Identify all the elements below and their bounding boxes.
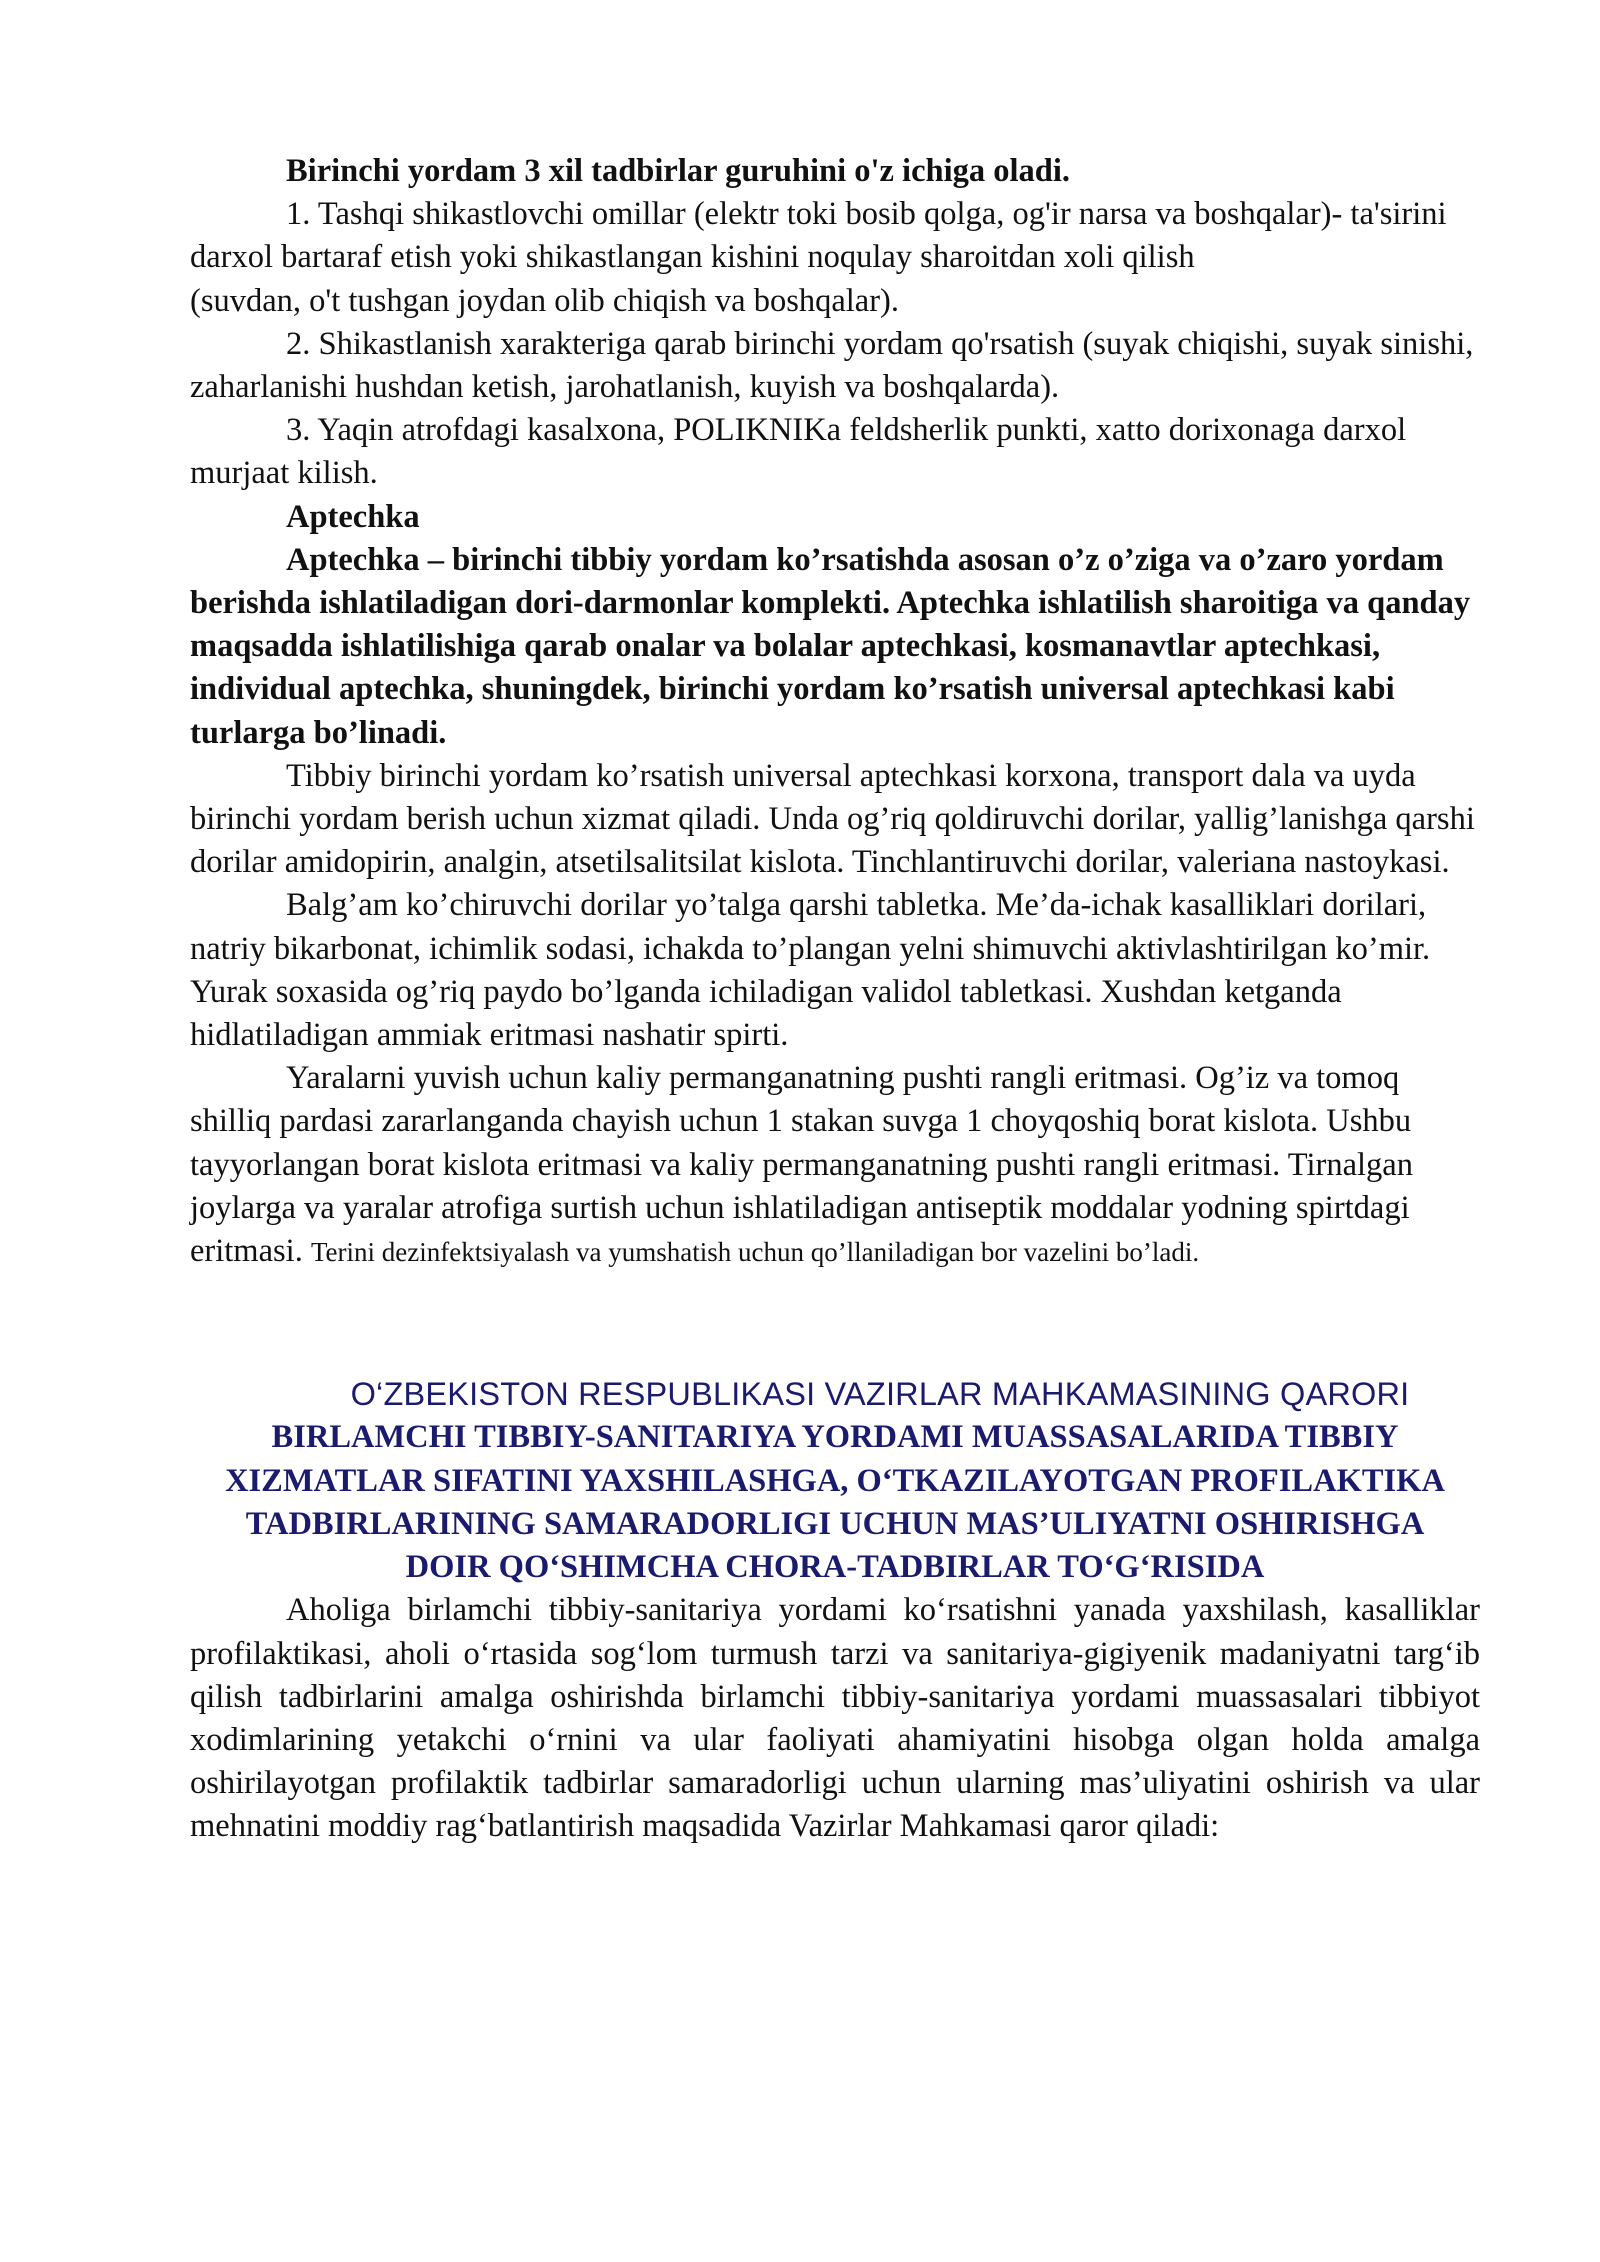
resolution-title: O‘ZBEKISTON RESPUBLIKASI VAZIRLAR MAHKAMASINING QARORI: [350, 1376, 1410, 1413]
first-aid-heading: Birinchi yordam 3 xil tadbirlar guruhini o'z ichiga oladi.: [286, 153, 1070, 189]
resolution-section: [190, 1373, 1480, 1848]
aptechka-paragraph-3-small: Terini dezinfektsiyalash va yumshatish uchun qo’llaniladigan bor vazelini bo’ladi.: [310, 1237, 1200, 1268]
first-aid-item-3: 3. Yaqin atrofdagi kasalxona, POLIKNIKa feldsherlik punkti, xatto dorixonaga darxol murjaat kilish.: [190, 412, 1407, 492]
resolution-body: Aholiga birlamchi tibbiy-sanitariya yordami ko‘rsatishni yanada yaxshilash, kasalliklar profilaktikasi, aholi o‘rtasida sog‘lom turmush tarzi va sanitariya-gigiyenik madaniyatni targ‘ib qilish tadbirlarini amalga oshirishda birlamchi tibbiy-sanitariya yordami muassasalari tibbiyot xodimlarining yetakchi o‘rnini va ular faoliyati ahamiyatini hisobga olgan holda amalga oshirilayotgan profilaktik tadbirlar samaradorligi uchun ularning mas’uliyatini oshirish va ular mehnatini moddiy rag‘batlantirish maqsadida Vazirlar Mahkamasi qaror qiladi:: [190, 1592, 1480, 1845]
first-aid-item-1-continued: (suvdan, o't tushgan joydan olib chiqish va boshqalar).: [190, 282, 900, 319]
aptechka-paragraph-1: Tibbiy birinchi yordam ko’rsatish universal aptechkasi korxona, transport dala va uyda birinchi yordam berish uchun xizmat qiladi. Unda og’riq qoldiruvchi dorilar, yallig’lanishga qarshi dorilar amidopirin, analgin, atsetilsalitsilat kislota. Tinchlantiruvchi dorilar, valeriana nastoykasi.: [190, 757, 1475, 881]
resolution-subtitle: BIRLAMCHI TIBBIY-SANITARIYA YORDAMI MUASSASALARIDA TIBBIY XIZMATLAR SIFATINI YAXSHILASHGA, O‘TKAZILAYOTGAN PROFILAKTIKA TADBIRLARINING SAMARADORLIGI UCHUN MAS’ULIYATNI OSHIRISHGA DOIR QO‘SHIMCHA CHORA-TADBIRLAR TO‘G‘RISIDA: [225, 1419, 1445, 1586]
aptechka-paragraph-2: Balg’am ko’chiruvchi dorilar yo’talga qarshi tabletka. Me’da-ichak kasalliklari dorilari, natriy bikarbonat, ichimlik sodasi, ichakda to’plangan yelni shimuvchi aktivlashtirilgan ko’mir. Yurak soxasida og’riq paydo bo’lganda ichiladigan validol tabletkasi. Xushdan ketganda hidlatiladigan ammiak eritmasi nashatir spirti.: [190, 887, 1431, 1054]
aptechka-paragraph-3-main: Yaralarni yuvish uchun kaliy permanganatning pushti rangli eritmasi. Og’iz va tomoq shilliq pardasi zararlanganda chayish uchun 1 stakan suvga 1 choyqoshiq borat kislota. Ushbu tayyorlangan borat kislota eritmasi va kaliy permanganatning pushti rangli eritmasi. Tirnalgan joylarga va yaralar atrofiga surtish uchun ishlatiladigan antiseptik moddalar yodning spirtdagi eritmasi.: [190, 1060, 1413, 1270]
first-aid-item-2: 2. Shikastlanish xarakteriga qarab birinchi yordam qo'rsatish (suyak chiqishi, suyak sinishi, zaharlanishi hushdan ketish, jarohatlanish, kuyish va boshqalarda).: [190, 325, 1474, 406]
document-page: [190, 150, 1480, 1849]
aptechka-heading: Aptechka: [286, 498, 420, 535]
aptechka-definition: Aptechka – birinchi tibbiy yordam ko’rsatishda asosan o’z o’ziga va o’zaro yordam berishda ishlatiladigan dori-darmonlar komplekti. Aptechka ishlatilish sharoitiga va qanday maqsadda ishlatilishiga qarab onalar va bolalar aptechkasi, kosmanavtlar aptechkasi, individual aptechka, shuningdek, birinchi yordam ko’rsatish universal aptechkasi kabi turlarga bo’linadi.: [190, 541, 1471, 751]
first-aid-item-1: 1. Tashqi shikastlovchi omillar (elektr toki bosib qolga, og'ir narsa va boshqalar)- ta'sirini darxol bartaraf etish yoki shikastlangan kishini noqulay sharoitdan xoli qilish: [190, 196, 1447, 276]
aptechka-paragraph-3: [190, 1057, 1480, 1273]
